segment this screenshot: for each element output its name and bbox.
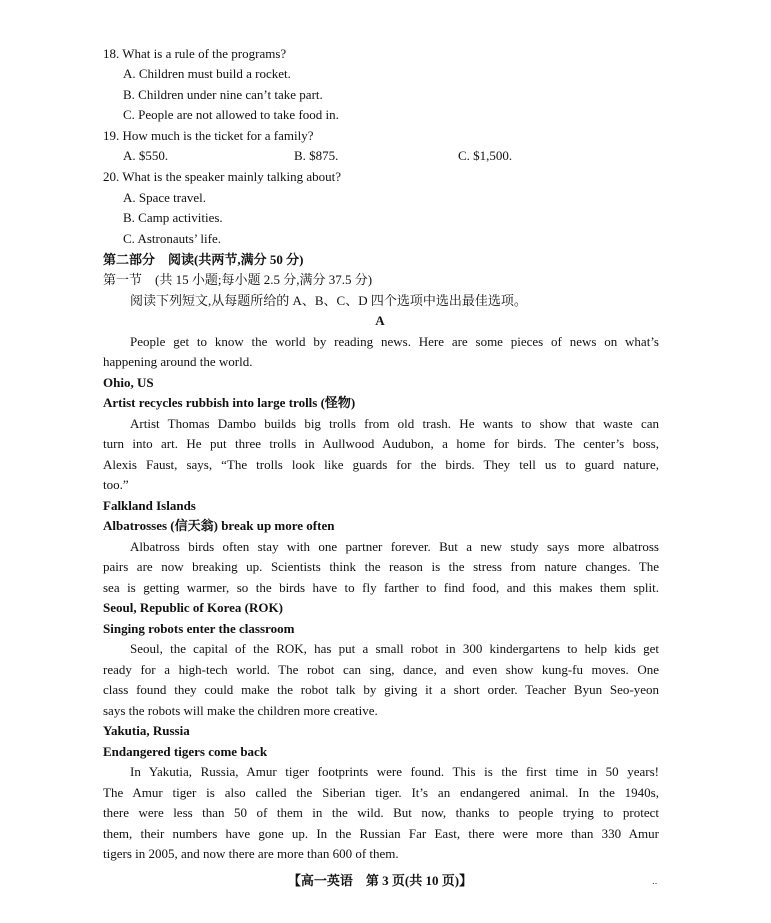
- question-18-option-b: B. Children under nine can’t take part.: [123, 87, 323, 102]
- page-footer: 【高一英语 第 3 页(共 10 页)】: [287, 873, 473, 888]
- section1-heading: 第一节 (共 15 小题;每小题 2.5 分,满分 37.5 分): [103, 272, 373, 287]
- news-paragraph-line: ready for a high-tech world. The robot can sing, dance, and even show kung-fu moves. One: [103, 662, 659, 677]
- news-headline: Albatrosses (信天翁) break up more often: [103, 518, 335, 533]
- news-place: Falkland Islands: [103, 498, 196, 513]
- question-20-option-c: C. Astronauts’ life.: [123, 231, 221, 246]
- corner-mark: ‥: [652, 877, 658, 886]
- news-paragraph-line: The Amur tiger is also called the Siberian tiger. It’s an endangered animal. In the 1940s,: [103, 785, 659, 800]
- news-paragraph-line: class found they could make the robot talk by giving it a short order. Teacher Byun Seo-yeon: [103, 682, 659, 697]
- news-place: Yakutia, Russia: [103, 723, 190, 738]
- reading-instruction: 阅读下列短文,从每题所给的 A、B、C、D 四个选项中选出最佳选项。: [130, 293, 527, 308]
- news-paragraph-line: pairs are now breaking up. Scientists think the reason is the stress from nature changes. The: [103, 559, 659, 574]
- news-place: Seoul, Republic of Korea (ROK): [103, 600, 283, 615]
- news-paragraph-line: tigers in 2005, and now there are more than 600 of them.: [103, 846, 399, 861]
- question-18-stem: 18. What is a rule of the programs?: [103, 46, 287, 61]
- news-paragraph-line: them, their numbers have gone up. In the Russian Far East, there were more than 330 Amur: [103, 826, 659, 841]
- question-19-option-c: C. $1,500.: [458, 148, 513, 163]
- question-20-option-a: A. Space travel.: [123, 190, 207, 205]
- question-20-stem: 20. What is the speaker mainly talking about?: [103, 169, 342, 184]
- question-19-option-b: B. $875.: [294, 148, 339, 163]
- news-paragraph-line: Albatross birds often stay with one partner forever. But a new study says more albatross: [130, 539, 659, 554]
- news-paragraph-line: Artist Thomas Dambo builds big trolls from old trash. He wants to show that waste can: [130, 416, 659, 431]
- news-paragraph-line: there were less than 50 of them in the wild. But now, thanks to people trying to protect: [103, 805, 659, 820]
- news-paragraph-line: Alexis Faust, says, “The trolls look like guards for the birds. They tell us to guard nature,: [103, 457, 659, 472]
- news-paragraph-line: Seoul, the capital of the ROK, has put a small robot in 300 kindergartens to help kids get: [130, 641, 659, 656]
- question-20-option-b: B. Camp activities.: [123, 210, 223, 225]
- part2-heading: 第二部分 阅读(共两节,满分 50 分): [103, 252, 304, 267]
- news-paragraph-line: too.”: [103, 477, 129, 492]
- news-paragraph-line: says the robots will make the children more creative.: [103, 703, 378, 718]
- news-headline: Singing robots enter the classroom: [103, 621, 295, 636]
- question-18-option-a: A. Children must build a rocket.: [123, 66, 291, 81]
- news-headline: Endangered tigers come back: [103, 744, 268, 759]
- question-19-stem: 19. How much is the ticket for a family?: [103, 128, 314, 143]
- intro-line-1: People get to know the world by reading news. Here are some pieces of news on what’s: [130, 334, 659, 349]
- news-paragraph-line: sea is getting warmer, so the birds have to fly farther to find food, and this makes them split.: [103, 580, 659, 595]
- question-19-option-a: A. $550.: [123, 148, 169, 163]
- question-18-option-c: C. People are not allowed to take food in.: [123, 107, 339, 122]
- news-paragraph-line: turn into art. He put three trolls in Aullwood Audubon, a home for birds. The center’s boss,: [103, 436, 659, 451]
- intro-line-2: happening around the world.: [103, 354, 253, 369]
- passage-label: A: [375, 313, 385, 328]
- news-paragraph-line: In Yakutia, Russia, Amur tiger footprints were found. This is the first time in 50 years!: [130, 764, 659, 779]
- news-place: Ohio, US: [103, 375, 154, 390]
- news-headline: Artist recycles rubbish into large trolls (怪物): [103, 395, 356, 410]
